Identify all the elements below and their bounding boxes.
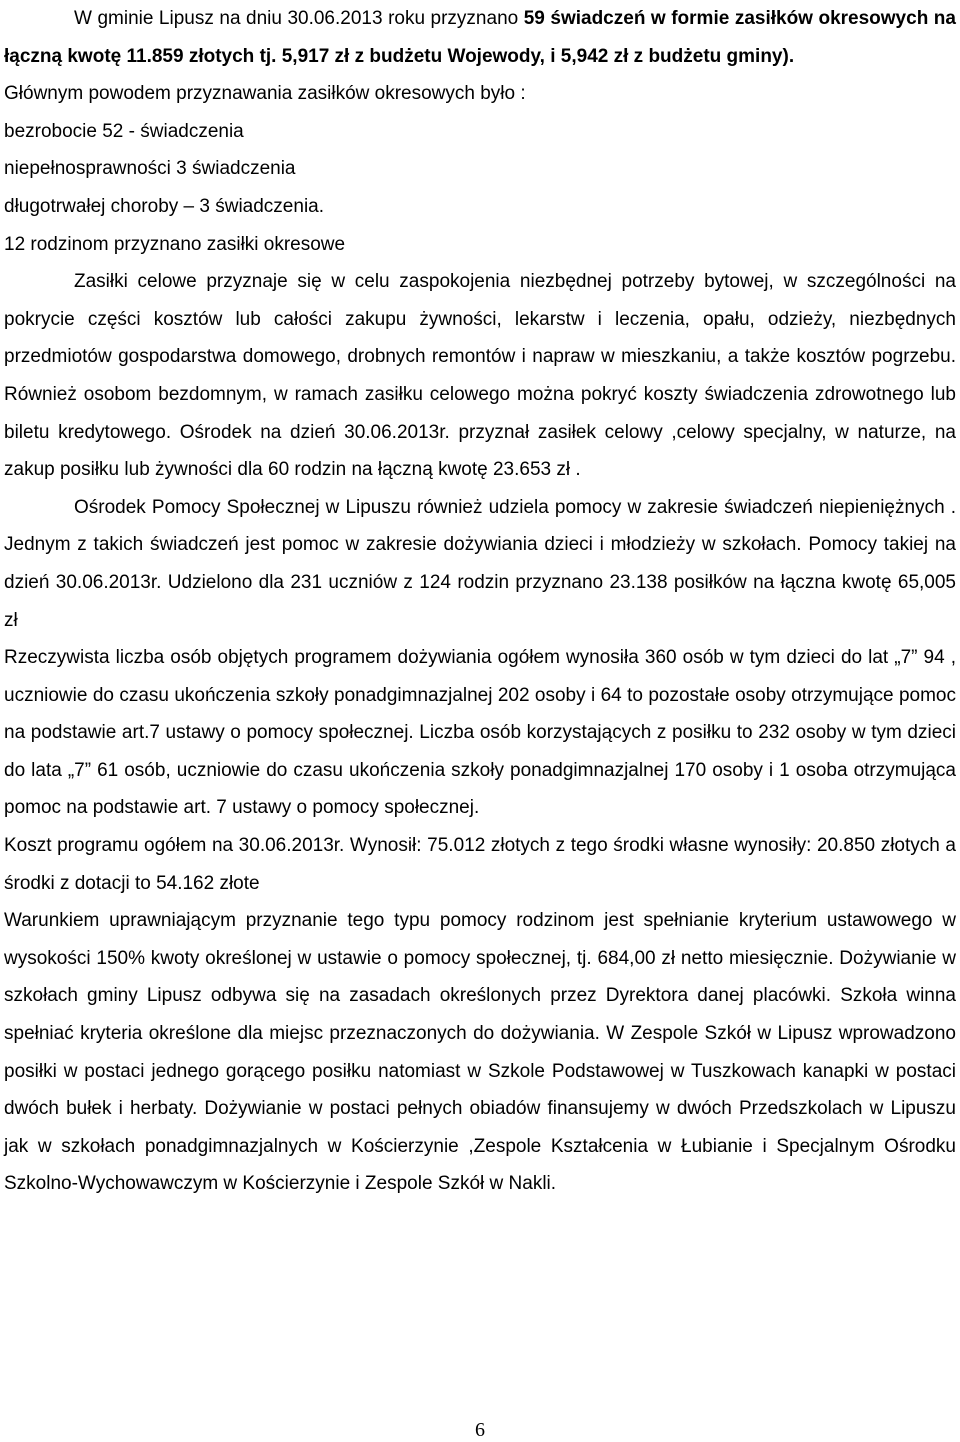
page-number: 6 bbox=[475, 1419, 485, 1441]
paragraph-program-participants: Rzeczywista liczba osób objętych programem dożywiania ogółem wynosiła 360 osób w tym dzieci do lat „7” 94 , uczniowie do czasu ukończenia szkoły ponadgimnazjalnej 202 osoby i 64 to pozostałe osoby otrzymujące pomoc na podstawie art.7 ustawy o pomocy społecznej. Liczba osób korzystających z posiłku to 232 osoby w tym dzieci do lata „7” 61 osób, uczniowie do czasu ukończenia szkoły ponadgimnazjalnej 170 osoby i 1 osoba otrzymująca pomoc na podstawie art. 7 ustawy o pomocy społecznej. bbox=[4, 647, 956, 819]
reason-chronic-illness: długotrwałej choroby – 3 świadczenia. bbox=[4, 195, 325, 217]
paragraph-eligibility: Warunkiem uprawniającym przyznanie tego typu pomocy rodzinom jest spełnianie kryterium ustawowego w wysokości 150% kwoty określonej w ustawie o pomocy społecznej, tj. 684,00 zł netto miesięcznie. Dożywianie w szkołach gminy Lipusz odbywa się na zasadach określonych przez Dyrektora danej placówki. Szkoła winna spełniać kryteria określone dla miejsc przeznaczonych do dożywiania. W Zespole Szkół w Lipusz wprowadzono posiłki w postaci jednego gorącego posiłku natomiast w Szkole Podstawowej w Tuszkowach kanapki w postaci dwóch bułek i herbaty. Dożywianie w postaci pełnych obiadów finansujemy w dwóch Przedszkolach w Lipuszu jak w szkołach ponadgimnazjalnych w Kościerzynie ,Zespole Kształcenia w Łubianie i Specjalnym Ośrodku Szkolno-Wychowawczym w Kościerzynie i Zespole Szkół w Nakli. bbox=[4, 910, 956, 1195]
paragraph-special-allowances: Zasiłki celowe przyznaje się w celu zaspokojenia niezbędnej potrzeby bytowej, w szczególności na pokrycie części kosztów lub całości zakupu żywności, lekarstw i leczenia, opału, odzieży, niezbędnych przedmiotów gospodarstwa domowego, drobnych remontów i napraw w mieszkaniu, a także kosztów pogrzebu. Również osobom bezdomnym, w ramach zasiłku celowego można pokryć koszty świadczenia zdrowotnego lub biletu kredytowego. Ośrodek na dzień 30.06.2013r. przyznał zasiłek celowy ,celowy specjalny, w naturze, na zakup posiłku lub żywności dla 60 rodzin na łączną kwotę 23.653 zł . bbox=[4, 271, 956, 481]
reason-unemployment: bezrobocie 52 - świadczenia bbox=[4, 120, 244, 142]
paragraph-program-cost: Koszt programu ogółem na 30.06.2013r. Wynosił: 75.012 złotych z tego środki własne wynosiły: 20.850 złotych a środki z dotacji to 54.162 złote bbox=[4, 835, 956, 894]
document-page bbox=[4, 0, 956, 1203]
intro-text-part1: W gminie Lipusz na dniu 30.06.2013 roku przyznano bbox=[74, 8, 519, 29]
reasons-heading: Głównym powodem przyznawania zasiłków okresowych było : bbox=[4, 83, 526, 105]
paragraph-nutrition-help: Ośrodek Pomocy Społecznej w Lipuszu również udziela pomocy w zakresie świadczeń niepieniężnych . Jednym z takich świadczeń jest pomoc w zakresie dożywiania dzieci i młodzieży w szkołach. Pomocy takiej na dzień 30.06.2013r. Udzielono dla 231 uczniów z 124 rodzin przyznano 23.138 posiłków na łączna kwotę 65,005 zł bbox=[4, 496, 956, 631]
intro-text-part2: 59 świadczeń w formie zasiłków okresowych na łączną kwotę 11.859 złotych tj. 5,917 zł z budżetu Wojewody, i 5,942 zł z budżetu gminy). bbox=[4, 8, 956, 67]
intro-paragraph bbox=[4, 0, 956, 75]
families-line: 12 rodzinom przyznano zasiłki okresowe bbox=[4, 233, 346, 255]
reason-disability: niepełnosprawności 3 świadczenia bbox=[4, 158, 296, 180]
